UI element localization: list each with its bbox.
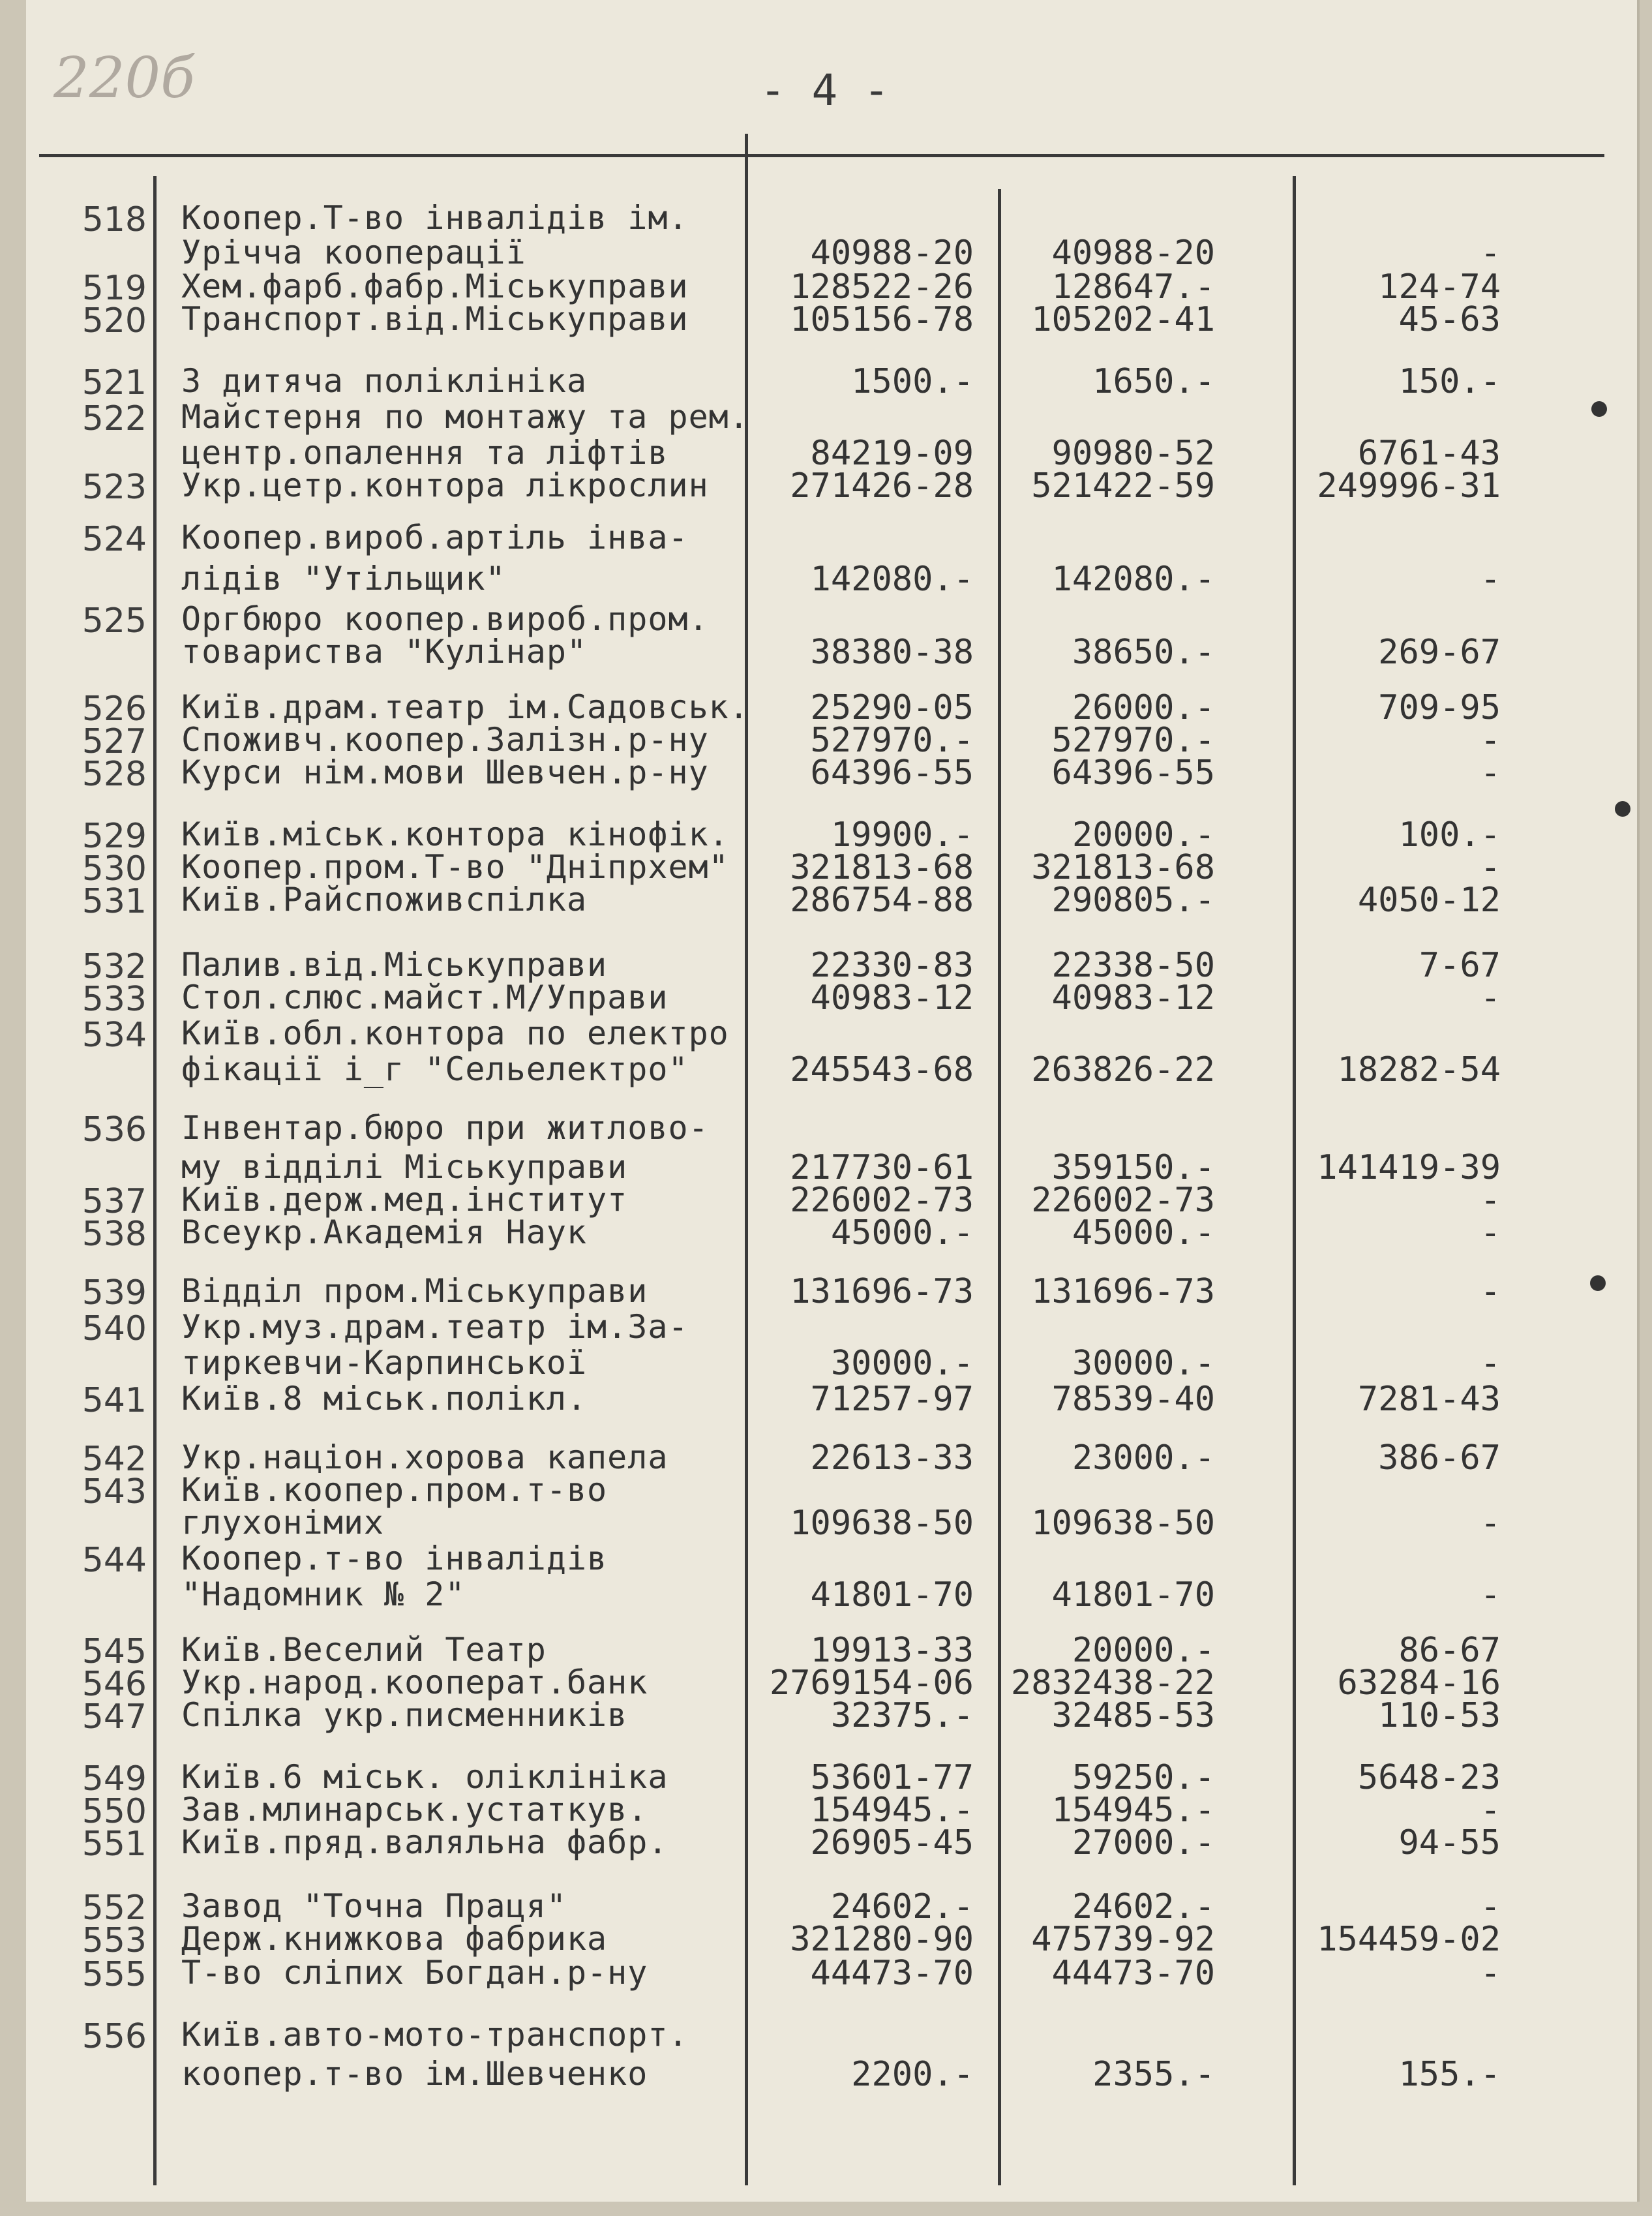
amount-column-1: 40988-20 (810, 234, 974, 273)
amount-difference: 86-67 (1398, 1631, 1501, 1670)
amount-difference: 110-53 (1378, 1696, 1501, 1735)
amount-column-2: 1650.- (1092, 362, 1215, 401)
amount-difference: - (1480, 1791, 1501, 1830)
amount-column-1: 25290-05 (810, 688, 974, 727)
amount-column-1: 1500.- (851, 362, 974, 401)
row-number: 542 (82, 1440, 147, 1479)
row-number: 523 (82, 468, 147, 507)
row-number: 545 (82, 1632, 147, 1671)
amount-column-1: 44473-70 (810, 1954, 974, 1993)
organization-name: Київ.авто-мото-транспорт. (181, 2016, 689, 2054)
organization-name: Хем.фарб.фабр.Міськуправи (181, 267, 689, 305)
organization-name: Зав.млинарськ.устаткув. (181, 1791, 648, 1829)
row-number: 547 (82, 1697, 147, 1737)
row-number: 530 (82, 849, 147, 888)
organization-name: Київ.пряд.валяльна фабр. (181, 1823, 668, 1861)
amount-column-1: 38380-38 (810, 633, 974, 672)
organization-name: Т-во сліпих Богдан.р-ну (181, 1954, 648, 1992)
amount-column-2: 59250.- (1072, 1758, 1215, 1797)
amount-difference: 63284-16 (1337, 1663, 1501, 1703)
row-number: 538 (82, 1215, 147, 1254)
organization-name: Майстерня по монтажу та рем. (181, 398, 749, 436)
row-number: 526 (82, 690, 147, 729)
amount-difference: 6761-43 (1357, 434, 1501, 473)
amount-column-2: 40983-12 (1051, 979, 1215, 1018)
row-number: 519 (82, 269, 147, 308)
organization-name: Київ.драм.театр ім.Садовськ. (181, 688, 749, 726)
amount-column-1: 30000.- (830, 1344, 974, 1383)
organization-name: Оргбюро коопер.вироб.пром. (181, 600, 709, 638)
row-number: 529 (82, 817, 147, 856)
amount-difference: - (1480, 560, 1501, 599)
organization-name: 3 дитяча поліклініка (181, 362, 588, 400)
amount-difference: 709-95 (1378, 688, 1501, 727)
organization-name: Київ.6 міськ. оліклініка (181, 1758, 668, 1796)
amount-column-1: 53601-77 (810, 1758, 974, 1797)
row-number: 539 (82, 1273, 147, 1313)
amount-difference: 386-67 (1378, 1438, 1501, 1478)
amount-difference: 18282-54 (1337, 1050, 1501, 1089)
amount-column-2: 109638-50 (1031, 1504, 1215, 1543)
organization-name: Урічча кооперації (181, 234, 526, 271)
table-row (0, 600, 1652, 641)
table-row (0, 1631, 1652, 1671)
amount-difference: 249996-31 (1317, 466, 1501, 506)
organization-name: Коопер.т-во інвалідів (181, 1540, 608, 1577)
amount-column-1: 84219-09 (810, 434, 974, 473)
table-row (0, 848, 1652, 888)
organization-name: Споживч.коопер.Залізн.р-ну (181, 721, 709, 759)
amount-column-2: 521422-59 (1031, 466, 1215, 506)
amount-difference: 141419-39 (1317, 1148, 1501, 1187)
amount-difference: - (1480, 1181, 1501, 1220)
amount-column-2: 27000.- (1072, 1823, 1215, 1862)
organization-name: Держ.книжкова фабрика (181, 1920, 608, 1958)
amount-difference: - (1480, 1887, 1501, 1926)
amount-column-2: 359150.- (1051, 1148, 1215, 1187)
row-number: 555 (82, 1955, 147, 1994)
organization-name: Київ.держ.мед.інститут (181, 1181, 628, 1219)
organization-name: Транспорт.від.Міськуправи (181, 300, 689, 338)
amount-difference: 4050-12 (1357, 881, 1501, 920)
organization-name: Палив.від.Міськуправи (181, 946, 608, 984)
amount-column-1: 105156-78 (790, 300, 974, 339)
table-row (0, 1696, 1652, 1737)
amount-difference: - (1480, 1213, 1501, 1252)
table-row (0, 267, 1652, 308)
amount-difference: 5648-23 (1357, 1758, 1501, 1797)
amount-column-2: 263826-22 (1031, 1050, 1215, 1089)
organization-name: Укр.народ.кооперат.банк (181, 1663, 648, 1701)
organization-name: "Надомник № 2" (181, 1575, 466, 1613)
amount-difference: 100.- (1398, 815, 1501, 855)
table-row (0, 1758, 1652, 1799)
table-row (0, 300, 1652, 341)
organization-name: Інвентар.бюро при житлово- (181, 1109, 709, 1147)
amount-column-1: 217730-61 (790, 1148, 974, 1187)
table-row (0, 1109, 1652, 1149)
table-row (0, 1471, 1652, 1511)
row-number: 528 (82, 755, 147, 794)
organization-name: центр.опалення та ліфтів (181, 434, 668, 472)
amount-column-1: 32375.- (830, 1696, 974, 1735)
table-row (0, 1663, 1652, 1704)
row-number: 518 (82, 200, 147, 239)
amount-column-2: 30000.- (1072, 1344, 1215, 1383)
amount-column-1: 154945.- (810, 1791, 974, 1830)
amount-column-2: 24602.- (1072, 1887, 1215, 1926)
organization-name: Укр.муз.драм.театр ім.За- (181, 1308, 689, 1346)
amount-difference: - (1480, 1575, 1501, 1615)
table-row (0, 1887, 1652, 1928)
amount-column-2: 26000.- (1072, 688, 1215, 727)
organization-name: лідів "Утільщик" (181, 560, 506, 598)
table-row (0, 2055, 1652, 2094)
table-row (0, 688, 1652, 729)
amount-column-1: 64396-55 (810, 753, 974, 793)
table-row (0, 1308, 1652, 1348)
amount-column-1: 2200.- (851, 2055, 974, 2094)
row-number: 531 (82, 882, 147, 921)
amount-column-1: 22613-33 (810, 1438, 974, 1478)
amount-column-2: 2832438-22 (1010, 1663, 1215, 1703)
amount-column-1: 131696-73 (790, 1272, 974, 1311)
amount-column-2: 128647.- (1051, 267, 1215, 307)
row-number: 556 (82, 2017, 147, 2056)
amount-column-2: 90980-52 (1051, 434, 1215, 473)
amount-difference: - (1480, 848, 1501, 887)
row-number: 546 (82, 1665, 147, 1704)
table-row (0, 1213, 1652, 1254)
amount-column-1: 321813-68 (790, 848, 974, 887)
amount-column-2: 78539-40 (1051, 1380, 1215, 1419)
amount-column-2: 131696-73 (1031, 1272, 1215, 1311)
amount-column-1: 40983-12 (810, 979, 974, 1018)
amount-column-2: 32485-53 (1051, 1696, 1215, 1735)
organization-name: глухонімих (181, 1504, 385, 1541)
amount-difference: 45-63 (1398, 300, 1501, 339)
amount-difference: 124-74 (1378, 267, 1501, 307)
table-row (0, 1272, 1652, 1313)
amount-column-2: 226002-73 (1031, 1181, 1215, 1220)
row-number: 549 (82, 1759, 147, 1799)
amount-column-1: 226002-73 (790, 1181, 974, 1220)
organization-name: коопер.т-во ім.Шевченко (181, 2055, 648, 2093)
amount-column-2: 23000.- (1072, 1438, 1215, 1478)
amount-column-2: 154945.- (1051, 1791, 1215, 1830)
amount-column-2: 38650.- (1072, 633, 1215, 672)
organization-name: товариства "Кулінар" (181, 633, 588, 671)
organization-name: Київ.міськ.контора кінофік. (181, 815, 729, 853)
organization-name: Київ.Райспоживспілка (181, 881, 588, 918)
organization-name: Стол.слюс.майст.М/Управи (181, 979, 668, 1016)
amount-column-1: 45000.- (830, 1213, 974, 1252)
row-number: 553 (82, 1921, 147, 1960)
amount-column-2: 2355.- (1092, 2055, 1215, 2094)
organization-name: Київ.коопер.пром.т-во (181, 1471, 608, 1509)
amount-difference: - (1480, 1344, 1501, 1383)
row-number: 540 (82, 1309, 147, 1348)
organization-name: Спілка укр.писменників (181, 1696, 628, 1734)
amount-difference: - (1480, 979, 1501, 1018)
amount-difference: - (1480, 1954, 1501, 1993)
amount-column-2: 475739-92 (1031, 1920, 1215, 1959)
amount-column-1: 71257-97 (810, 1380, 974, 1419)
amount-column-2: 142080.- (1051, 560, 1215, 599)
amount-difference: - (1480, 1272, 1501, 1311)
organization-name: му відділі Міськуправи (181, 1148, 628, 1186)
row-number: 532 (82, 947, 147, 986)
table-row (0, 1575, 1652, 1615)
amount-column-1: 41801-70 (810, 1575, 974, 1615)
amount-column-1: 286754-88 (790, 881, 974, 920)
table-row (0, 398, 1652, 438)
amount-column-1: 24602.- (830, 1887, 974, 1926)
organization-name: Київ.Веселий Театр (181, 1631, 547, 1669)
row-number: 527 (82, 722, 147, 761)
organization-name: Київ.обл.контора по електро (181, 1014, 729, 1052)
table-row (0, 466, 1652, 507)
amount-column-2: 22338-50 (1051, 946, 1215, 985)
amount-difference: 7281-43 (1357, 1380, 1501, 1419)
amount-column-1: 245543-68 (790, 1050, 974, 1089)
folio-number: 220б (53, 46, 195, 111)
amount-column-1: 271426-28 (790, 466, 974, 506)
row-number: 536 (82, 1110, 147, 1149)
row-number: 525 (82, 601, 147, 641)
amount-column-1: 142080.- (810, 560, 974, 599)
organization-name: Курси нім.мови Шевчен.р-ну (181, 753, 709, 791)
amount-difference: - (1480, 1504, 1501, 1543)
organization-name: Всеукр.Академія Наук (181, 1213, 588, 1251)
amount-column-1: 2769154-06 (769, 1663, 974, 1703)
table-row (0, 199, 1652, 239)
amount-column-1: 19913-33 (810, 1631, 974, 1670)
amount-column-2: 41801-70 (1051, 1575, 1215, 1615)
row-number: 522 (82, 399, 147, 438)
table-row (0, 362, 1652, 402)
table-row (0, 1438, 1652, 1479)
amount-column-1: 109638-50 (790, 1504, 974, 1543)
row-number: 534 (82, 1016, 147, 1055)
row-number: 520 (82, 301, 147, 341)
row-number: 551 (82, 1825, 147, 1864)
page-number: - 4 - (760, 65, 890, 115)
amount-column-2: 40988-20 (1051, 234, 1215, 273)
organization-name: Відділ пром.Міськуправи (181, 1272, 648, 1310)
amount-column-2: 105202-41 (1031, 300, 1215, 339)
table-row (0, 753, 1652, 794)
amount-column-2: 321813-68 (1031, 848, 1215, 887)
organization-name: Київ.8 міськ.полікл. (181, 1380, 588, 1418)
row-number: 533 (82, 980, 147, 1019)
amount-column-2: 64396-55 (1051, 753, 1215, 793)
amount-column-1: 321280-90 (790, 1920, 974, 1959)
amount-difference: - (1480, 234, 1501, 273)
amount-column-2: 20000.- (1072, 1631, 1215, 1670)
table-row (0, 815, 1652, 856)
organization-name: Завод "Точна Праця" (181, 1887, 567, 1925)
row-number: 544 (82, 1541, 147, 1580)
row-number: 521 (82, 363, 147, 402)
amount-difference: 154459-02 (1317, 1920, 1501, 1959)
organization-name: Коопер.вироб.артіль інва- (181, 519, 689, 556)
amount-column-1: 19900.- (830, 815, 974, 855)
row-number: 543 (82, 1472, 147, 1511)
amount-difference: 7-67 (1419, 946, 1501, 985)
table-row (0, 1014, 1652, 1055)
amount-difference: - (1480, 753, 1501, 793)
row-number: 524 (82, 520, 147, 559)
organization-name: тиркевчи-Карпинської (181, 1344, 588, 1382)
row-number: 541 (82, 1381, 147, 1420)
row-number: 550 (82, 1792, 147, 1831)
amount-difference: 150.- (1398, 362, 1501, 401)
amount-difference: 94-55 (1398, 1823, 1501, 1862)
amount-column-1: 527970.- (810, 721, 974, 760)
amount-column-1: 22330-83 (810, 946, 974, 985)
table-row (0, 1823, 1652, 1864)
amount-difference: - (1480, 721, 1501, 760)
organization-name: Коопер.пром.Т-во "Дніпрхем" (181, 848, 729, 886)
row-number: 537 (82, 1182, 147, 1221)
row-number: 552 (82, 1889, 147, 1928)
table-row (0, 1148, 1652, 1187)
amount-column-1: 128522-26 (790, 267, 974, 307)
amount-column-2: 527970.- (1051, 721, 1215, 760)
organization-name: Коопер.Т-во інвалідів ім. (181, 199, 689, 237)
organization-name: Укр.цетр.контора лікрослин (181, 466, 709, 504)
amount-column-2: 45000.- (1072, 1213, 1215, 1252)
amount-difference: 269-67 (1378, 633, 1501, 672)
amount-column-2: 20000.- (1072, 815, 1215, 855)
organization-name: Укр.націон.хорова капела (181, 1438, 668, 1476)
amount-column-2: 290805.- (1051, 881, 1215, 920)
table-row (0, 946, 1652, 986)
amount-column-2: 44473-70 (1051, 1954, 1215, 1993)
table-row (0, 1050, 1652, 1089)
amount-difference: 155.- (1398, 2055, 1501, 2094)
organization-name: фікації і_г "Сельелектро" (181, 1050, 689, 1088)
amount-column-1: 26905-45 (810, 1823, 974, 1862)
